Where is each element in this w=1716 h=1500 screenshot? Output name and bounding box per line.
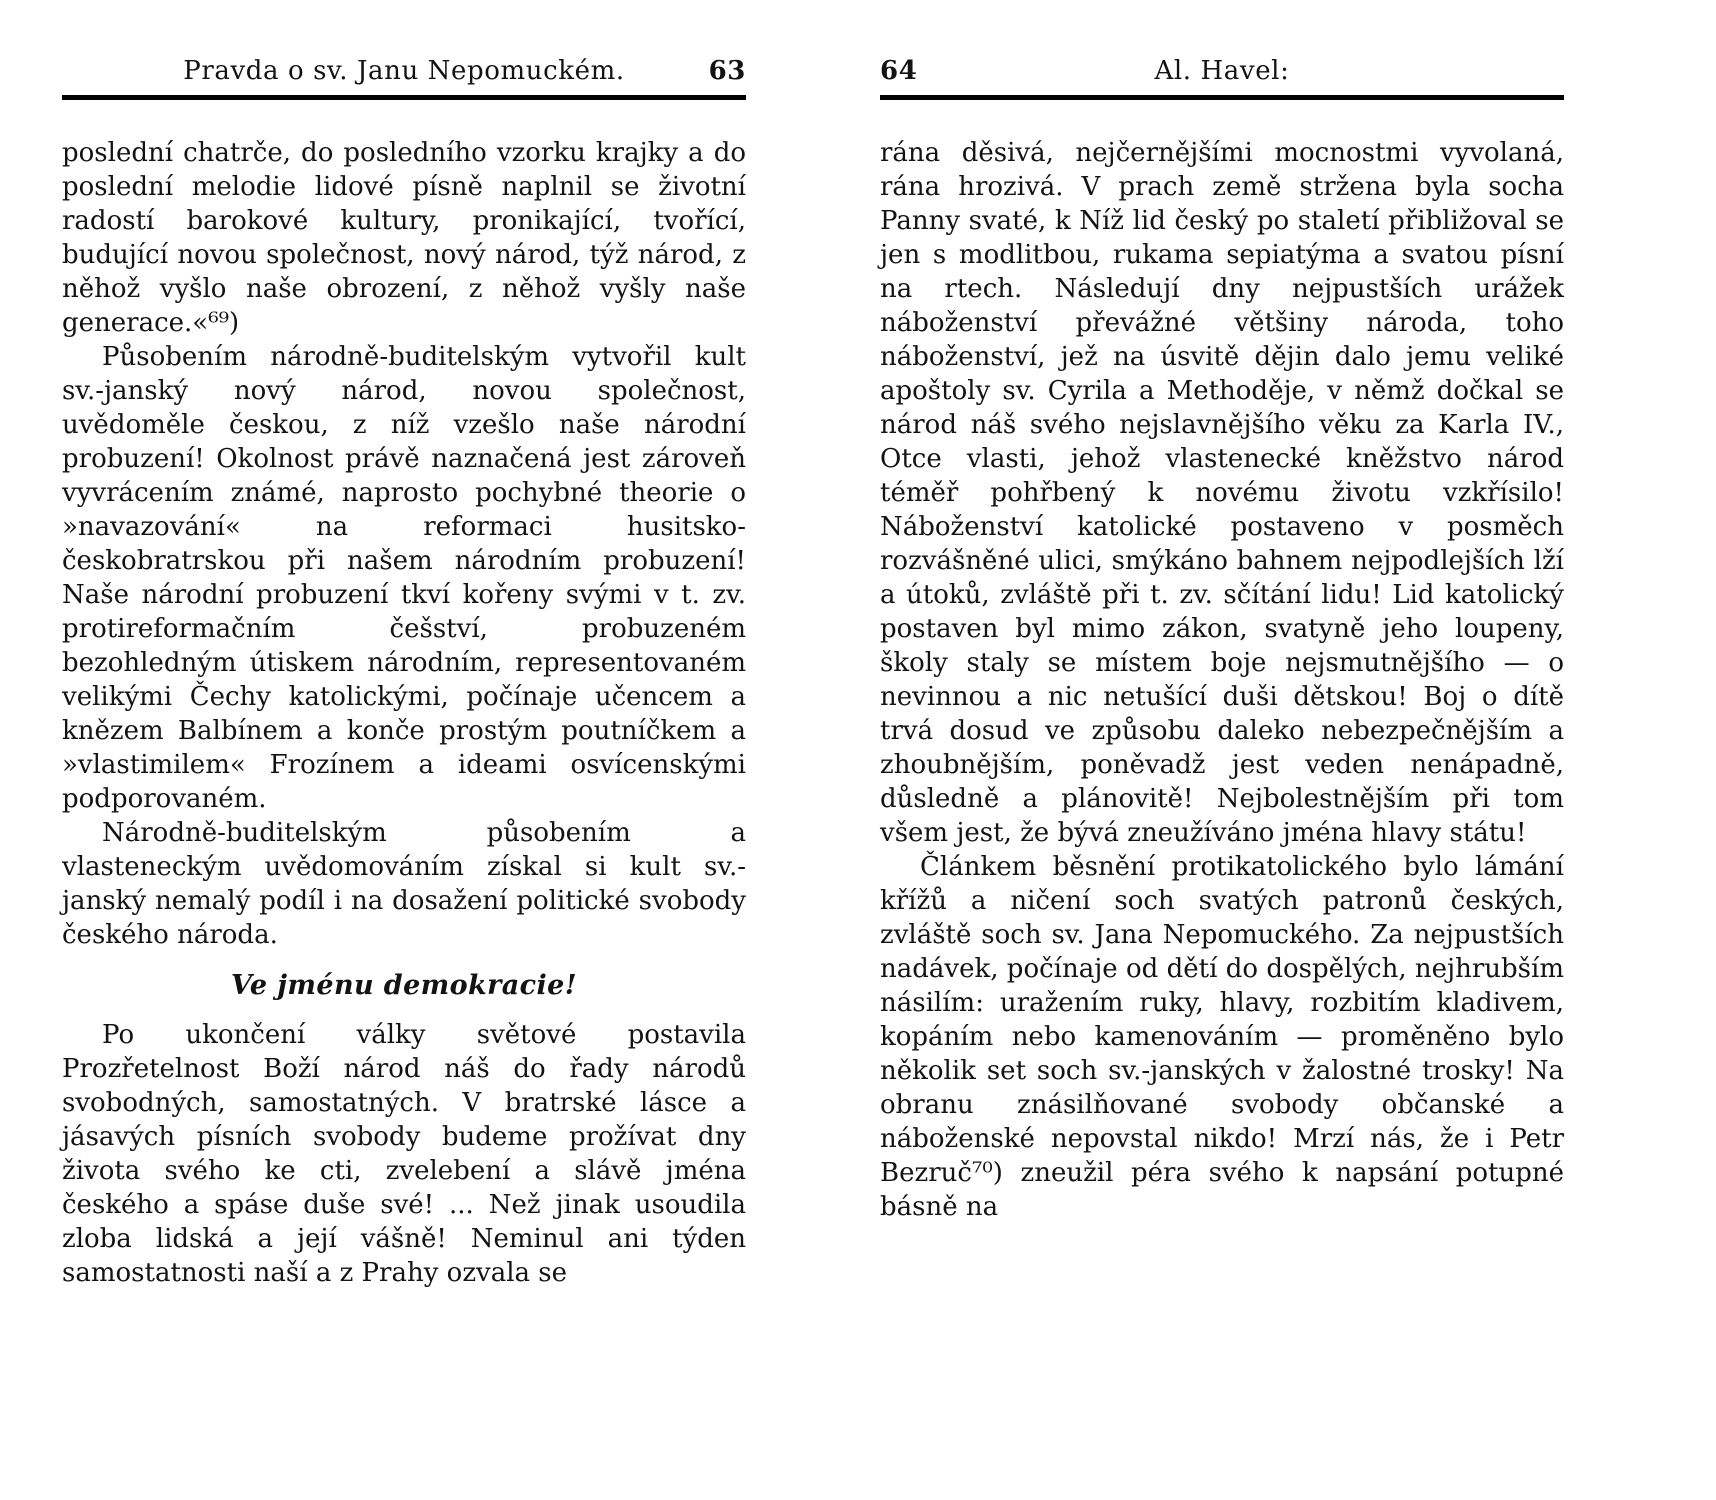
right-page-number: 64 — [880, 56, 918, 86]
left-header-rule — [62, 95, 746, 100]
left-page-title: Pravda o sv. Janu Nepomuckém. — [183, 56, 625, 86]
left-page-body — [62, 136, 746, 1290]
left-page-number: 63 — [708, 56, 746, 86]
right-header-rule — [880, 95, 1564, 100]
paragraph: Národně-buditelským působením a vlasteneckým uvědomováním získal si kult sv.-janský nemalý podíl i na dosažení politické svobody českého národa. — [62, 818, 746, 950]
right-page-title: Al. Havel: — [1154, 56, 1290, 86]
paragraph: poslední chatrče, do posledního vzorku krajky a do poslední melodie lidové písně naplnil se životní radostí barokové kultury, pronikající, tvořící, budující novou společnost, nový národ, týž národ, z něhož vyšlo naše obrození, z něhož vyšly naše generace.«⁶⁹) — [62, 138, 746, 338]
paragraph: Působením národně-buditelským vytvořil kult sv.-janský nový národ, novou společnost, uvědoměle českou, z níž vzešlo naše národní probuzení! Okolnost právě naznačená jest zároveň vyvrácením známé, naprosto pochybné theorie o »navazování« na reformaci husitsko-českobratrskou při našem národním probuzení! Naše národní probuzení tkví kořeny svými v t. zv. protireformačním češství, probuzeném bezohledným útiskem národním, representovaném velikými Čechy katolickými, počínaje učencem a knězem Balbínem a konče prostým poutníčkem a »vlastimilem« Frozínem a ideami osvícenskými podporovaném. — [62, 342, 746, 814]
paragraph: rána děsivá, nejčernějšími mocnostmi vyvolaná, rána hrozivá. V prach země stržena byla socha Panny svaté, k Níž lid český po staletí přibližoval se jen s modlitbou, rukama sepiatýma a svatou písní na rtech. Následují dny nejpustších urážek náboženství převážné většiny národa, toho náboženství, jež na úsvitě dějin dalo jemu veliké apoštoly sv. Cyrila a Methoděje, v němž dočkal se národ náš svého nejslavnějšího věku za Karla IV., Otce vlasti, jehož vlastenecké kněžstvo národ téměř pohřbený k novému životu vzkřísilo! Náboženství katolické postaveno v posměch rozvášněné ulici, smýkáno bahnem nejpodlejších lží a útoků, zvláště při t. zv. sčítání lidu! Lid katolický postaven byl mimo zákon, svatyně jeho loupeny, školy staly se místem boje nejsmutnějšího — o nevinnou a nic netušící duši dětskou! Boj o dítě trvá dosud ve způsobu daleko nebezpečnějším a zhoubnějším, poněvadž jest veden nenápadně, důsledně a plánovitě! Nejbolestnějším při tom všem jest, že bývá zneužíváno jména hlavy státu! — [880, 138, 1564, 848]
paragraph: Po ukončení války světové postavila Prozřetelnost Boží národ náš do řady národů svobodných, samostatných. V bratrské lásce a jásavých písních svobody budeme prožívat dny života svého ke cti, zvelebení a slávě jména českého a spáse duše své! ... Než jinak usoudila zloba lidská a její vášně! Neminul ani týden samostatnosti naší a z Prahy ozvala se — [62, 1020, 746, 1288]
paragraph: Článkem běsnění protikatolického bylo lámání křížů a ničení soch svatých patronů českých, zvláště soch sv. Jana Nepomuckého. Za nejpustších nadávek, počínaje od dětí do dospělých, nejhrubším násilím: uražením ruky, hlavy, rozbitím kladivem, kopáním nebo kamenováním — proměněno bylo několik set soch sv.-janských v žalostné trosky! Na obranu znásilňované svobody občanské a náboženské nepovstal nikdo! Mrzí nás, že i Petr Bezruč⁷⁰) zneužil péra svého k napsání potupné básně na — [880, 852, 1564, 1222]
left-page — [62, 56, 746, 1290]
right-page — [880, 56, 1564, 1290]
left-page-header — [62, 56, 746, 95]
section-heading: Ve jménu demokracie! — [230, 970, 577, 1001]
right-page-header — [880, 56, 1564, 95]
right-page-body — [880, 136, 1564, 1224]
